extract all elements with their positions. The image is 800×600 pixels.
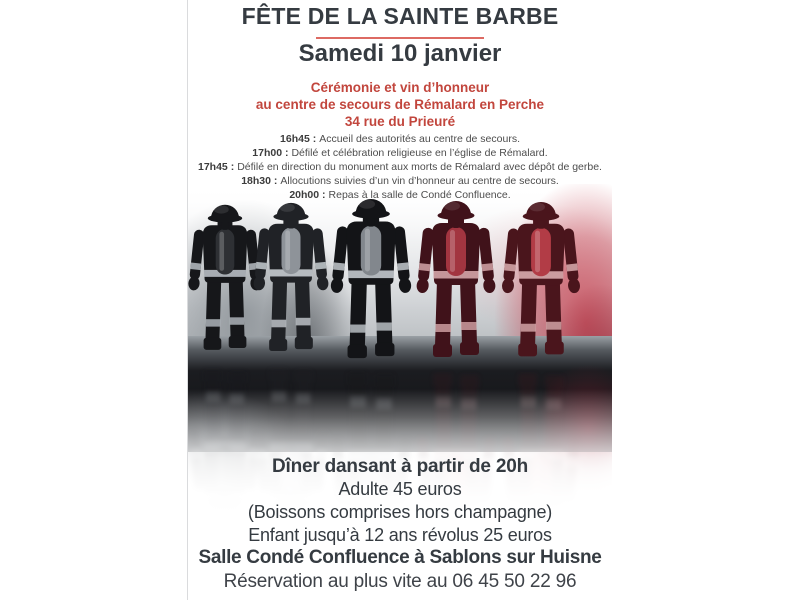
schedule-text: Allocutions suivies d’un vin d’honneur au centre de secours. bbox=[280, 175, 559, 187]
schedule-text: Repas à la salle de Condé Confluence. bbox=[328, 189, 511, 201]
schedule-text: Défilé et célébration religieuse en l’église de Rémalard. bbox=[291, 147, 548, 159]
event-date: Samedi 10 janvier bbox=[298, 40, 502, 67]
reservation-line: Réservation au plus vite au 06 45 50 22 96 bbox=[223, 571, 577, 592]
schedule-time: 18h30 : bbox=[241, 175, 278, 187]
schedule-time: 16h45 : bbox=[280, 133, 317, 145]
schedule-item bbox=[0, 146, 800, 160]
child-price: Enfant jusqu’à 12 ans révolus 25 euros bbox=[248, 525, 552, 545]
schedule-time: 17h45 : bbox=[198, 161, 235, 173]
schedule-text: Accueil des autorités au centre de secours. bbox=[319, 133, 520, 145]
ceremony-line-2: au centre de secours de Rémalard en Perche bbox=[255, 97, 545, 112]
ceremony-info bbox=[0, 79, 800, 130]
dinner-title: Dîner dansant à partir de 20h bbox=[271, 456, 529, 477]
schedule-item bbox=[0, 160, 800, 174]
schedule-item bbox=[0, 132, 800, 146]
title-divider bbox=[316, 37, 484, 39]
schedule-text: Défilé en direction du monument aux morts de Rémalard avec dépôt de gerbe. bbox=[237, 161, 602, 173]
schedule-time: 17h00 : bbox=[252, 147, 289, 159]
schedule-item bbox=[0, 174, 800, 188]
drinks-note: (Boissons comprises hors champagne) bbox=[247, 502, 553, 522]
schedule-item bbox=[0, 188, 800, 202]
poster-title: FÊTE DE LA SAINTE BARBE bbox=[241, 3, 559, 29]
schedule-list bbox=[0, 132, 800, 202]
schedule-time: 20h00 : bbox=[289, 189, 326, 201]
ceremony-line-3: 34 rue du Prieuré bbox=[344, 114, 456, 129]
adult-price: Adulte 45 euros bbox=[338, 479, 462, 499]
ceremony-line-1: Cérémonie et vin d’honneur bbox=[310, 80, 490, 95]
venue-line: Salle Condé Confluence à Sablons sur Huisne bbox=[198, 547, 602, 568]
dinner-info bbox=[0, 455, 800, 547]
